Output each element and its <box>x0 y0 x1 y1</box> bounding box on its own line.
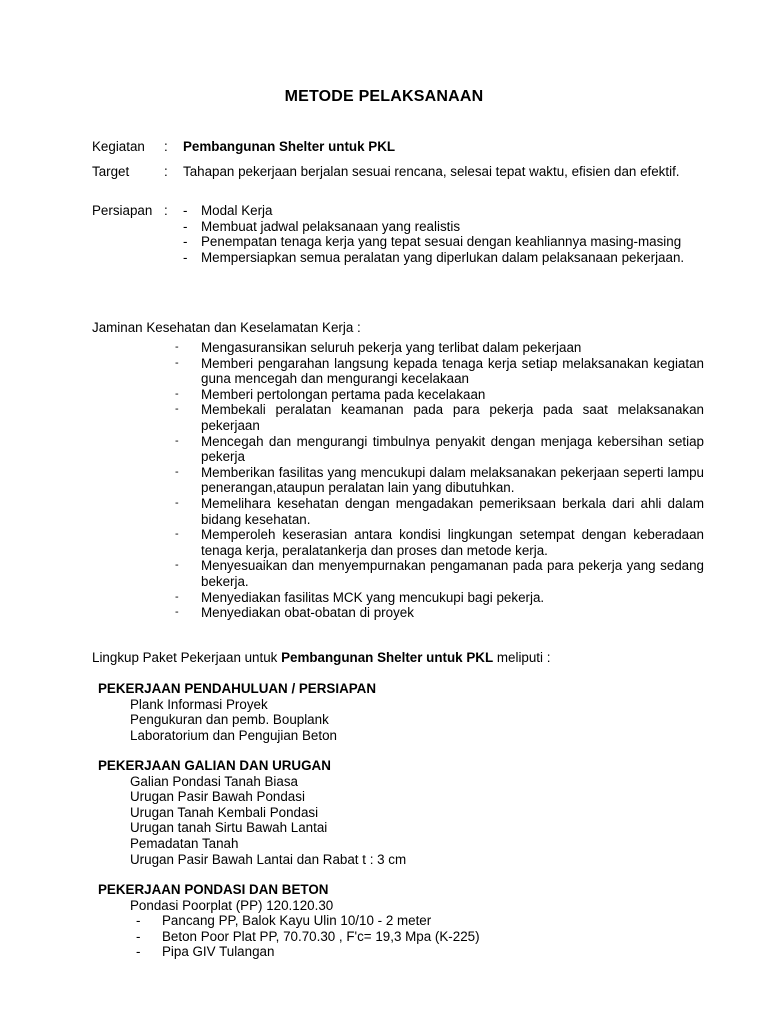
jaminan-heading: Jaminan Kesehatan dan Keselamatan Kerja : <box>92 320 361 335</box>
list-item: - Memelihara kesehatan dengan mengadakan pemeriksaan berkala dari ahli dalam bidang kesehatan. <box>174 496 704 527</box>
kegiatan-label: Kegiatan <box>92 139 145 154</box>
jaminan-list <box>174 340 704 621</box>
lingkup-prefix: Lingkup Paket Pekerjaan untuk <box>92 650 282 665</box>
persiapan-list-wrap <box>183 203 704 265</box>
section-heading: PEKERJAAN GALIAN DAN URUGAN <box>98 758 331 773</box>
section-item: Laboratorium dan Pengujian Beton <box>130 727 337 743</box>
section-persiapan <box>98 681 376 743</box>
list-item: - Menyediakan fasilitas MCK yang mencukupi bagi pekerja. <box>174 590 704 606</box>
section-sublist <box>98 913 480 960</box>
list-item: - Pancang PP, Balok Kayu Ulin 10/10 - 2 meter <box>98 913 480 929</box>
section-heading: PEKERJAAN PENDAHULUAN / PERSIAPAN <box>98 681 377 696</box>
list-item: - Beton Poor Plat PP, 70.70.30 , F'c= 19,3 Mpa (K-225) <box>98 929 480 945</box>
section-item: Pemadatan Tanah <box>130 835 239 851</box>
list-item: - Memperoleh keserasian antara kondisi lingkungan setempat dengan keberadaan tenaga kerja, peralatankerja dan proses dan metode kerja. <box>174 527 704 558</box>
section-item: Urugan Pasir Bawah Lantai dan Rabat t : 3 cm <box>130 851 407 867</box>
target-label: Target <box>92 164 130 179</box>
section-pondasi <box>98 882 480 960</box>
section-item: Plank Informasi Proyek <box>130 696 268 712</box>
target-colon: : <box>164 164 168 179</box>
persiapan-list <box>183 203 704 265</box>
kegiatan-colon: : <box>164 139 168 154</box>
list-item: - Memberi pengarahan langsung kepada tenaga kerja setiap melaksanakan kegiatan guna mencegah dan mengurangi kecelakaan <box>174 356 704 387</box>
list-item: - Penempatan tenaga kerja yang tepat sesuai dengan keahliannya masing-masing <box>183 234 704 250</box>
list-item: - Menyesuaikan dan menyempurnakan pengamanan pada para pekerja yang sedang bekerja. <box>174 558 704 589</box>
list-item: - Mencegah dan mengurangi timbulnya penyakit dengan menjaga kebersihan setiap pekerja <box>174 434 704 465</box>
section-item: Galian Pondasi Tanah Biasa <box>130 773 298 789</box>
target-value: Tahapan pekerjaan berjalan sesuai rencana, selesai tepat waktu, efisien dan efektif. <box>183 164 680 179</box>
lingkup-suffix: meliputi : <box>493 650 551 665</box>
section-item: Urugan Pasir Bawah Pondasi <box>130 789 305 805</box>
list-item: - Pipa GIV Tulangan <box>98 944 480 960</box>
persiapan-label: Persiapan <box>92 203 153 218</box>
lingkup-paragraph <box>92 650 550 666</box>
section-galian <box>98 758 406 867</box>
kegiatan-value: Pembangunan Shelter untuk PKL <box>183 139 396 154</box>
list-item: - Modal Kerja <box>183 203 704 219</box>
section-item: Urugan Tanah Kembali Pondasi <box>130 804 319 820</box>
list-item: - Memberi pertolongan pertama pada kecelakaan <box>174 387 704 403</box>
section-item: Pondasi Poorplat (PP) 120.120.30 <box>130 897 334 913</box>
list-item: - Membuat jadwal pelaksanaan yang realistis <box>183 219 704 235</box>
section-item: Pengukuran dan pemb. Bouplank <box>130 712 329 728</box>
page-title: METODE PELAKSANAAN <box>284 88 484 105</box>
section-heading: PEKERJAAN PONDASI DAN BETON <box>98 882 329 897</box>
list-item: - Membekali peralatan keamanan pada para pekerja pada saat melaksanakan pekerjaan <box>174 402 704 433</box>
list-item: - Menyediakan obat-obatan di proyek <box>174 605 704 621</box>
section-item: Urugan tanah Sirtu Bawah Lantai <box>130 820 328 836</box>
persiapan-colon: : <box>164 203 168 218</box>
lingkup-project-name: Pembangunan Shelter untuk PKL <box>281 650 494 665</box>
list-item: - Memberikan fasilitas yang mencukupi dalam melaksanakan pekerjaan seperti lampu penerangan,ataupun peralatan lain yang dibutuhkan. <box>174 465 704 496</box>
list-item: - Mengasuransikan seluruh pekerja yang terlibat dalam pekerjaan <box>174 340 704 356</box>
list-item: - Mempersiapkan semua peralatan yang diperlukan dalam pelaksanaan pekerjaan. <box>183 250 704 266</box>
